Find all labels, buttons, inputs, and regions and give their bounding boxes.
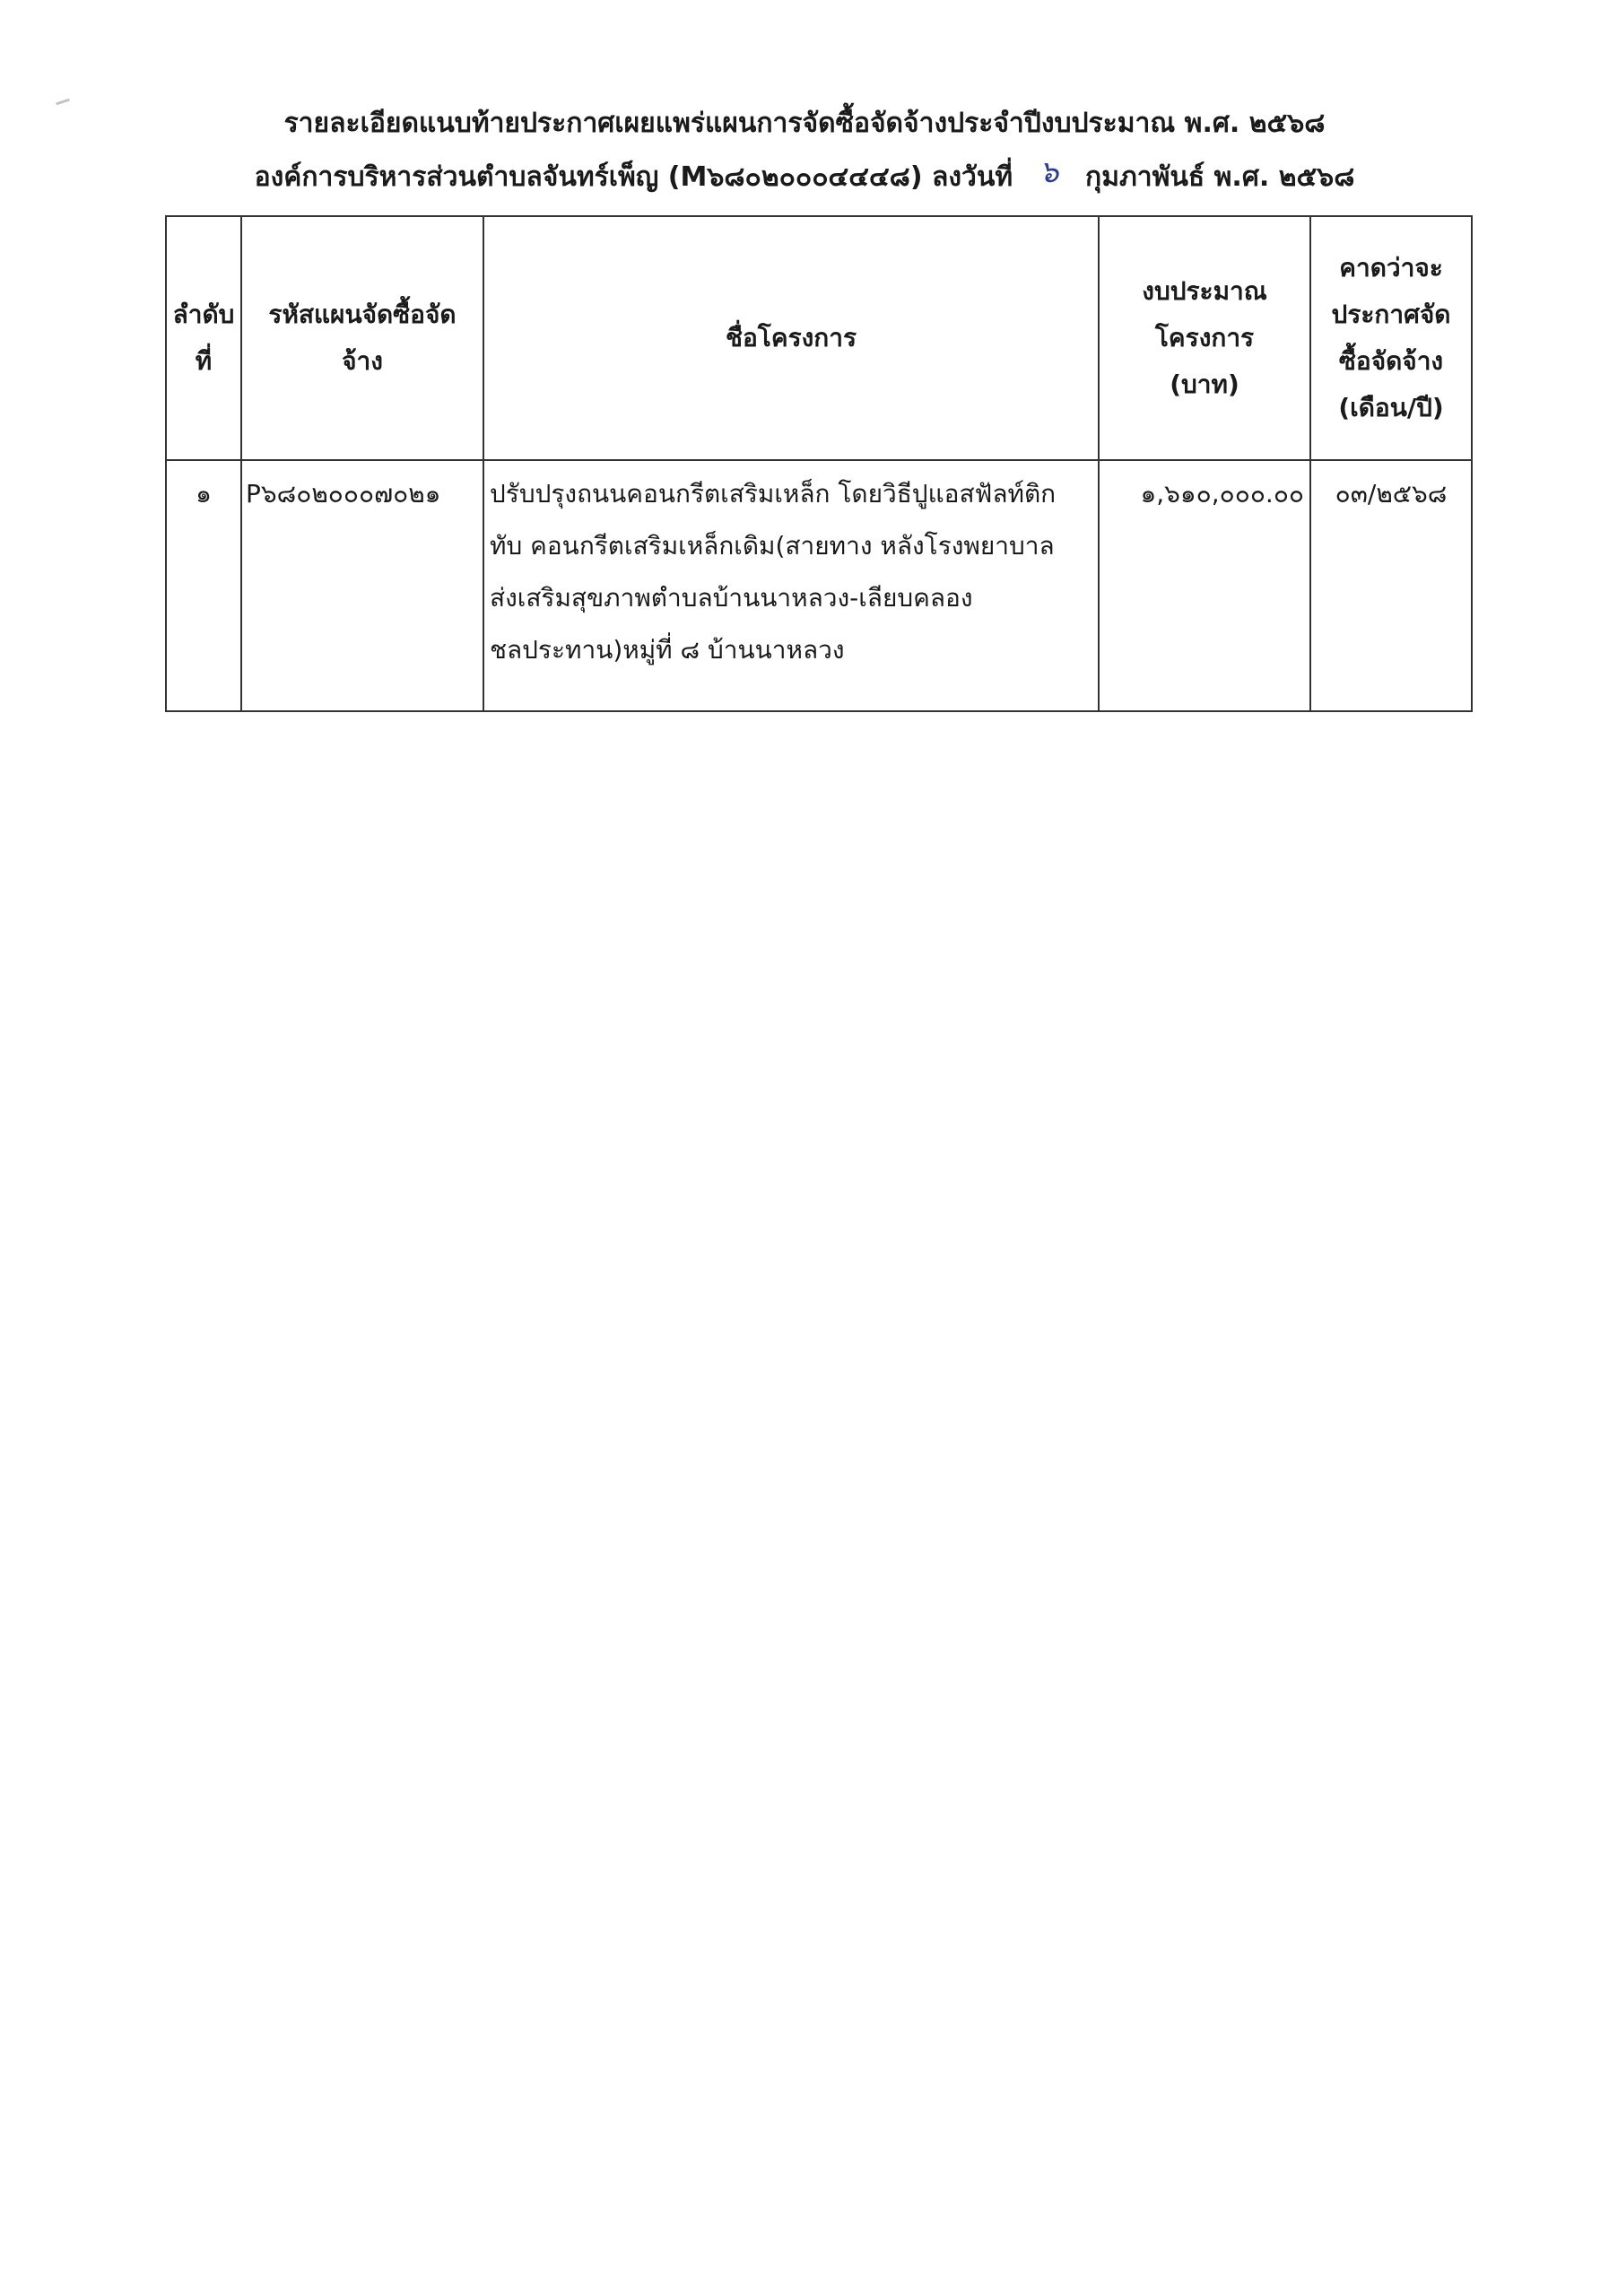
table-header-row xyxy=(166,216,1472,460)
header-budget: งบประมาณ โครงการ (บาท) xyxy=(1099,216,1310,460)
cell-code: P๖๘๐๒๐๐๐๗๐๒๑ xyxy=(241,460,483,711)
header-no: ลำดับ ที่ xyxy=(166,216,241,460)
title-line-2-suffix: กุมภาพันธ์ พ.ศ. ๒๕๖๘ xyxy=(1085,161,1355,193)
project-name-line: ส่งเสริมสุขภาพตำบลบ้านนาหลวง-เลียบคลอง xyxy=(490,583,973,613)
header-code: รหัสแผนจัดซื้อจัด จ้าง xyxy=(241,216,483,460)
document-title-line-2 xyxy=(0,154,1609,196)
header-month: คาดว่าจะ ประกาศจัด ซื้อจัดจ้าง (เดือน/ปี) xyxy=(1310,216,1472,460)
handwritten-day: ๖ xyxy=(1039,154,1059,190)
cell-budget: ๑,๖๑๐,๐๐๐.๐๐ xyxy=(1099,460,1310,711)
project-name-line: ทับ คอนกรีตเสริมเหล็กเดิม(สายทาง หลังโรงพยาบาล xyxy=(490,531,1055,561)
procurement-table xyxy=(165,215,1473,712)
title-line-2-prefix: องค์การบริหารส่วนตำบลจันทร์เพ็ญ (M๖๘๐๒๐๐๐๔๔๔๘) ลงวันที่ xyxy=(254,161,1013,193)
header-name: ชื่อโครงการ xyxy=(483,216,1099,460)
cell-no: ๑ xyxy=(166,460,241,711)
cell-name xyxy=(483,460,1099,711)
project-name-line: ชลประทาน)หมู่ที่ ๘ บ้านนาหลวง xyxy=(490,635,845,665)
scan-speck xyxy=(56,99,70,106)
document-title-line-1: รายละเอียดแนบท้ายประกาศเผยแพร่แผนการจัดซื้อจัดจ้างประจำปีงบประมาณ พ.ศ. ๒๕๖๘ xyxy=(283,108,1326,139)
table-row xyxy=(166,460,1472,711)
cell-month: ๐๓/๒๕๖๘ xyxy=(1310,460,1472,711)
project-name-line: ปรับปรุงถนนคอนกรีตเสริมเหล็ก โดยวิธีปูแอสฟัลท์ติก xyxy=(490,479,1057,509)
